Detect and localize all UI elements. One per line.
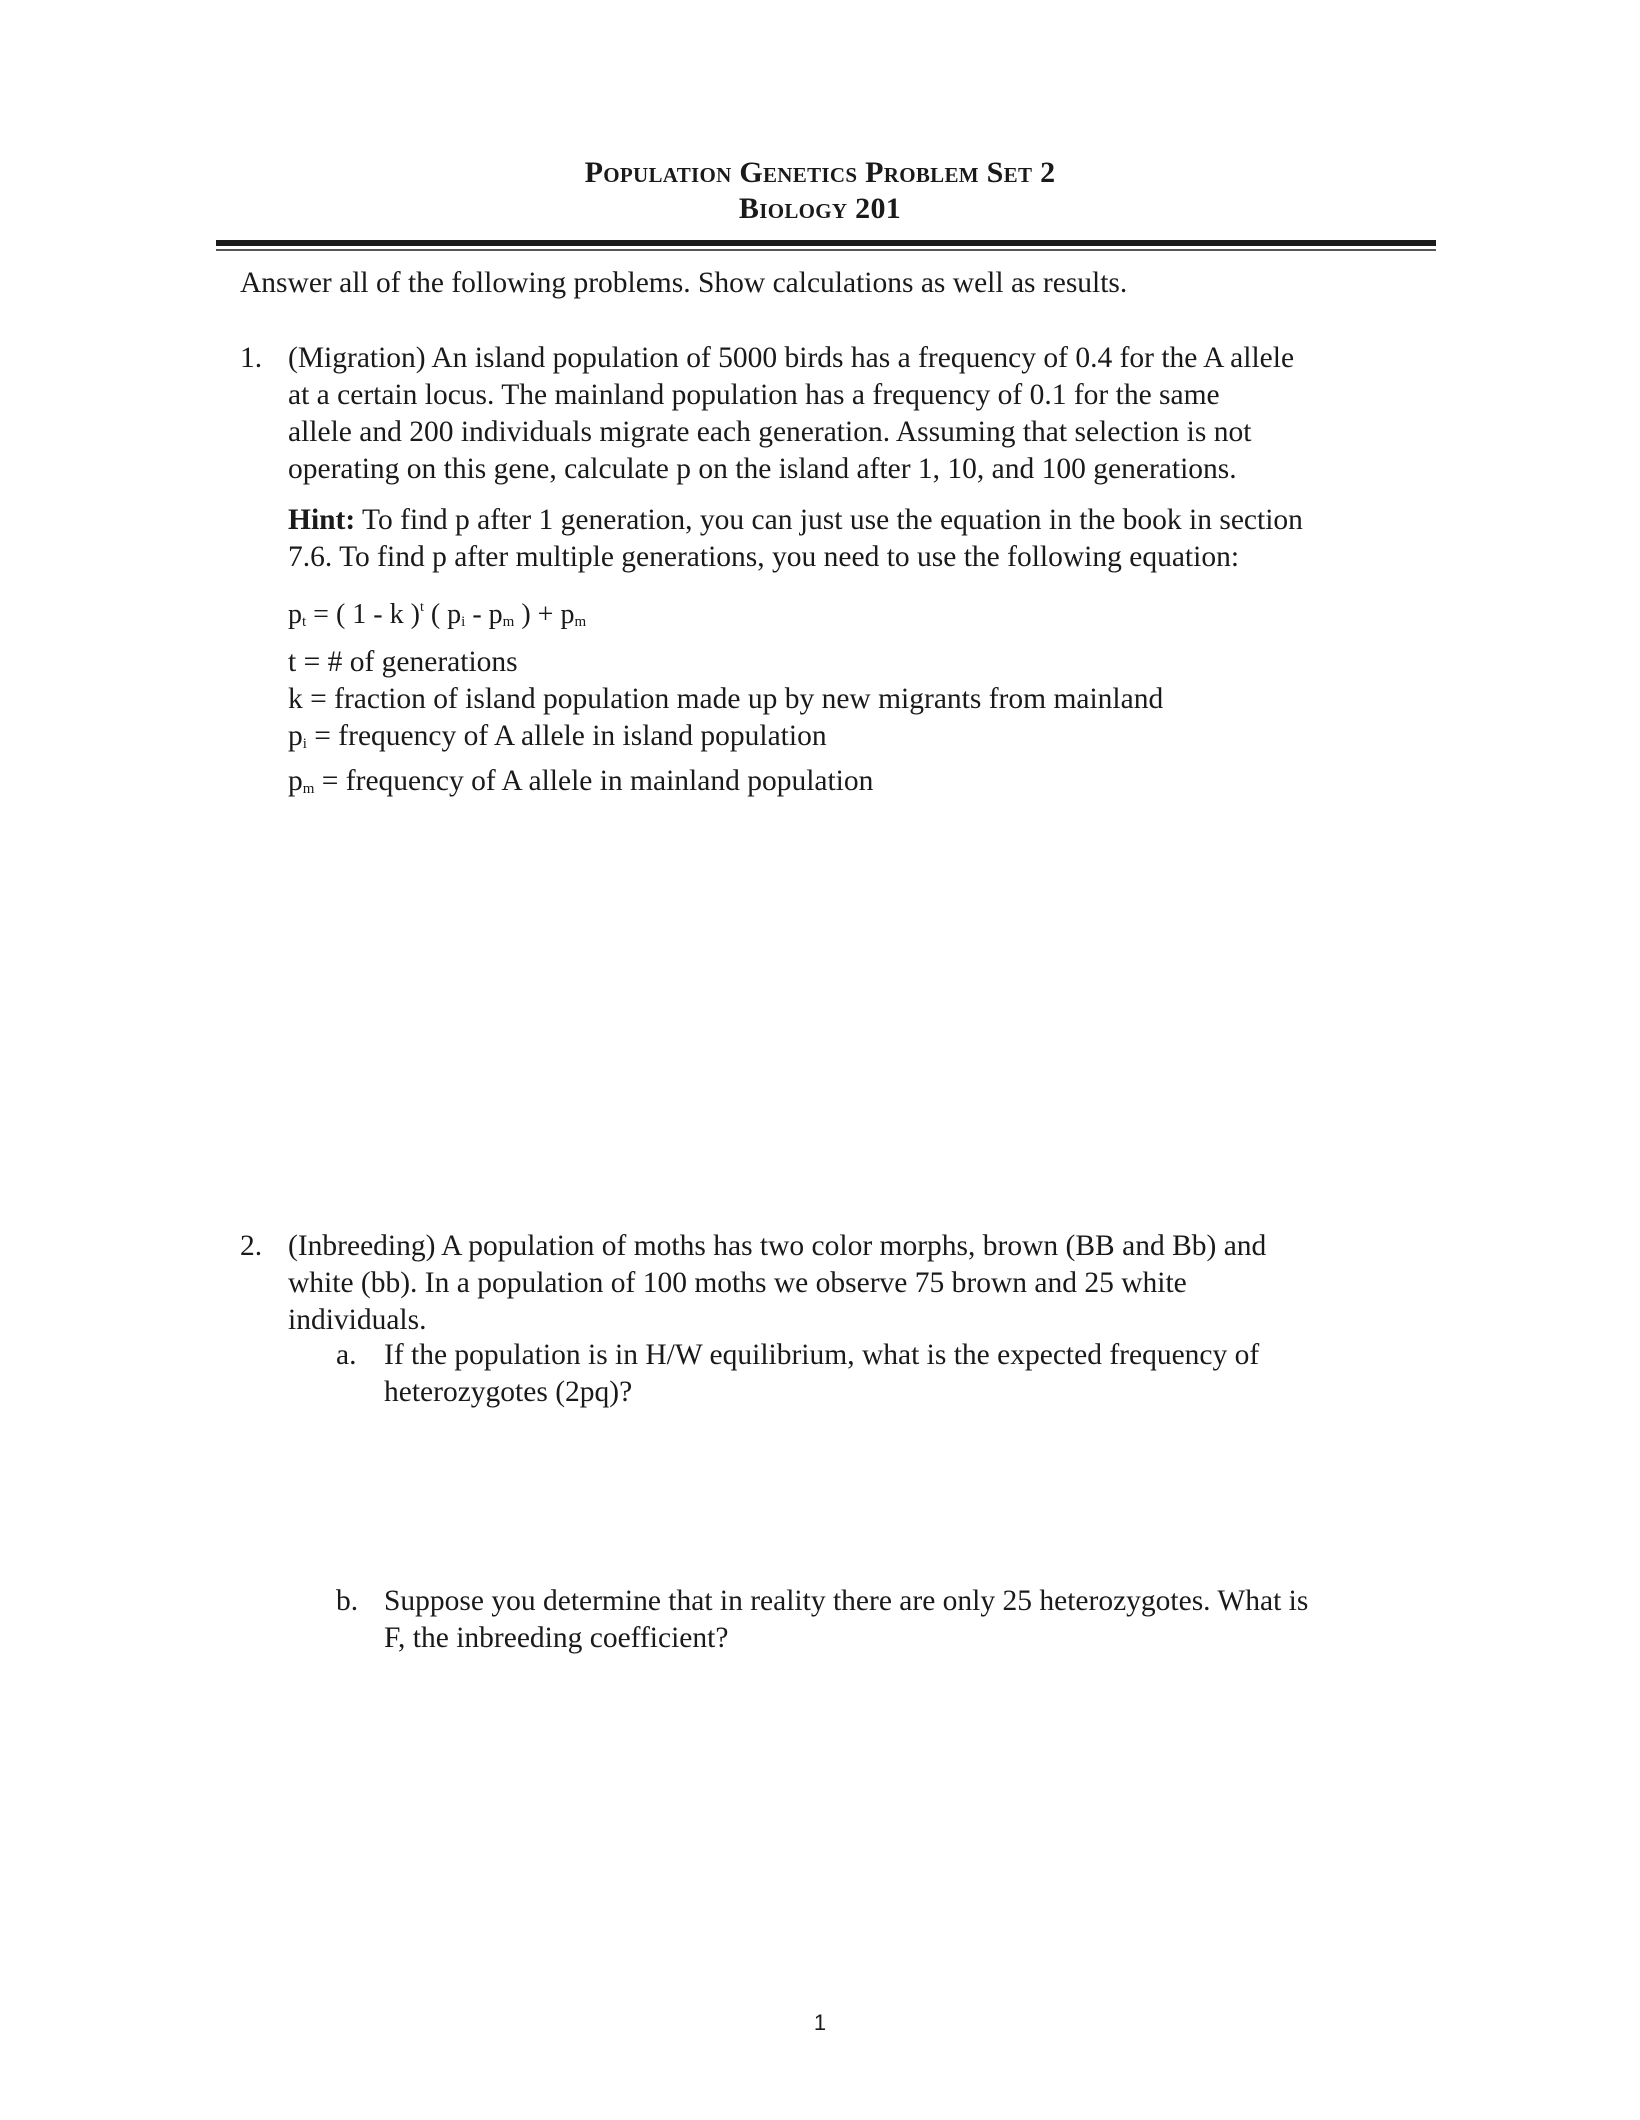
title-line-1: Population Genetics Problem Set 2 (584, 156, 1056, 189)
migration-formula: $p_t$ = ( 1 - k )$^t$ ( $p_i - p_m$ ) + $p_m$ (288, 599, 587, 630)
document-title (0, 155, 1640, 227)
problem-1-text (288, 340, 1294, 488)
hint-label: Hint: (288, 504, 356, 536)
part-b-line: F, the inbreeding coefficient? (384, 1622, 729, 1654)
problem-1-hint (288, 502, 1303, 576)
definition-pi: $p_i$ = frequency of A allele in island population (288, 720, 827, 752)
header-rule-thick (216, 240, 1436, 246)
part-a-letter: a. (336, 1339, 357, 1371)
problem-2-number: 2. (240, 1230, 263, 1262)
problem-2-line: individuals. (288, 1304, 427, 1336)
instructions: Answer all of the following problems. Show calculations as well as results. (240, 267, 1128, 299)
definition-k: k = fraction of island population made up by new migrants from mainland (288, 683, 1164, 715)
title-line-2: Biology 201 (738, 192, 902, 225)
part-a-line: If the population is in H/W equilibrium, what is the expected frequency of (384, 1339, 1260, 1371)
page-number: 1 (813, 2010, 827, 2035)
part-a-line: heterozygotes (2pq)? (384, 1376, 633, 1408)
hint-line-2: 7.6. To find p after multiple generations, you need to use the following equation: (288, 541, 1240, 573)
problem-1-line: operating on this gene, calculate p on the island after 1, 10, and 100 generations. (288, 453, 1237, 485)
part-b-text (384, 1583, 1308, 1657)
formula-definitions (288, 644, 1163, 808)
header-rule-thin (216, 249, 1436, 251)
definition-pm: $p_m$ = frequency of A allele in mainland population (288, 765, 874, 797)
problem-1-line: allele and 200 individuals migrate each generation. Assuming that selection is not (288, 416, 1252, 448)
hint-line-1: To find p after 1 generation, you can just use the equation in the book in section (355, 504, 1303, 536)
problem-1-line: (Migration) An island population of 5000 birds has a frequency of 0.4 for the A allele (288, 342, 1295, 374)
part-a-text (384, 1337, 1259, 1411)
definition-t: t = # of generations (288, 646, 518, 678)
problem-1-line: at a certain locus. The mainland population has a frequency of 0.1 for the same (288, 379, 1220, 411)
problem-2-line: (Inbreeding) A population of moths has two color morphs, brown (BB and Bb) and (288, 1230, 1267, 1262)
problem-1-number: 1. (240, 342, 263, 374)
part-b-line: Suppose you determine that in reality there are only 25 heterozygotes. What is (384, 1585, 1309, 1617)
part-b-letter: b. (336, 1585, 359, 1617)
problem-2-line: white (bb). In a population of 100 moths we observe 75 brown and 25 white (288, 1267, 1187, 1299)
problem-2-text (288, 1228, 1266, 1339)
